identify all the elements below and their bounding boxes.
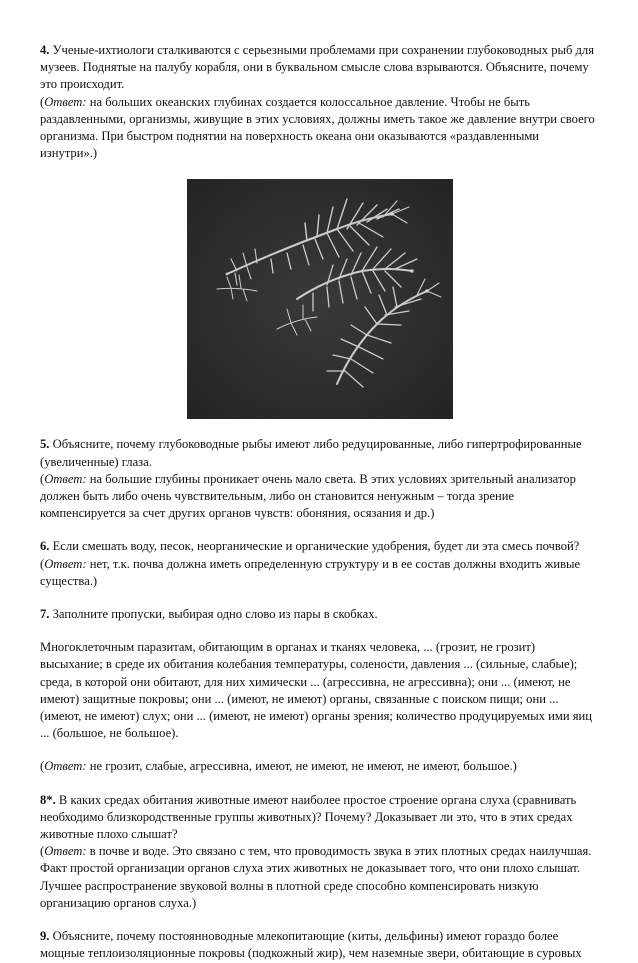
frost-crystal-image [187,179,453,419]
question-number: 4. [40,43,50,57]
answer-paren: ( [40,471,45,486]
question-text: Объясните, почему постоянноводные млекопитающие (киты, дельфины) имеют гораздо более мощные теплоизоляционные покровы (подкожный жир), чем наземные звери, обитающие в суровых [40,929,582,961]
question-7-text: Многоклеточным паразитам, обитающим в органах и тканях человека, ... (грозит, не грозит) высыхание; в среде их обитания колебания температуры, солености, давления ... (сильные, слабые); среда, в которой они обитают, для них химически ... (агрессивна, не агрессивна); они ... (имеют, не имеют) защитные покровы; они ... (имеют, не имеют) органы, связанные с поиском пищи; они ... (имеют, не имеют) слух; они ... (имеют, не имеют) органы зрения; количество продуцируемых ими яиц ... (большое, не большое). [40,640,593,741]
question-6 [40,538,598,590]
answer-text: нет, т.к. почва должна иметь определенную структуру и в ее состав должны входить живые существа.) [40,556,581,588]
answer-label: Ответ: [44,471,87,486]
answer-paren: ( [40,94,45,109]
answer-paren: ( [40,844,45,859]
answer-label: Ответ: [44,556,87,571]
question-8 [40,792,598,912]
question-4 [40,42,598,162]
question-text: Заполните пропуски, выбирая одно слово из пары в скобках. [49,607,378,622]
question-5 [40,436,598,522]
question-text: Ученые-ихтиологи сталкиваются с серьезными проблемами при сохранении глубоководных рыб для музеев. Поднятые на палубу корабля, они в буквальном смысле слова взрываются. Объясните, почему это происходит. [40,43,595,92]
question-text: Объясните, почему глубоководные рыбы имеют либо редуцированные, либо гипертрофированные (увеличенные) глаза. [40,437,582,469]
answer-label: Ответ: [44,759,87,774]
question-9 [40,928,598,962]
answer-paren: ( [40,759,45,774]
question-number: 7. [40,607,50,622]
question-number: 8*. [40,792,56,807]
answer-label: Ответ: [44,844,87,859]
answer-text: на большие глубины проникает очень мало света. В этих условиях зрительный анализатор должен быть либо очень чувствительным, либо он становится ненужным – тогда зрение компенсируется за счет других органов чувств: обоняния, осязания и др.) [40,471,576,521]
question-7 [40,606,598,623]
question-number: 9. [40,929,50,944]
answer-label: Ответ: [44,94,87,109]
answer-text: не грозит, слабые, агрессивна, имеют, не имеют, не имеют, не имеют, большое.) [86,759,517,774]
question-number: 5. [40,437,50,452]
answer-text: в почве и воде. Это связано с тем, что проводимость звука в этих плотных средах наилучшая. Факт простой организации органов слуха этих животных не доказывает того, что они плохо слышат. Лучшее распространение звуковой волны в плотной среде способно компенсировать низкую организацию органов слуха.) [40,844,592,910]
answer-paren: ( [40,556,45,571]
question-text: В каких средах обитания животные имеют наиболее простое строение органа слуха (сравнивать необходимо близкородственные группы животных)? Почему? Доказывает ли это, что в этих средах животные плохо слышат? [40,792,577,842]
answer-text: на больших океанских глубинах создается колоссальное давление. Чтобы не быть раздавленными, организмы, живущие в этих условиях, должны иметь такое же давление внутри своего организма. При быстром поднятии на поверхность океана они оказываются «раздавленными изнутри».) [40,94,595,161]
frost-crystal-photo [187,179,453,419]
question-7-answer [40,758,598,775]
question-number: 6. [40,539,50,554]
question-text: Если смешать воду, песок, неорганические и органические удобрения, будет ли эта смесь почвой? [49,539,580,554]
